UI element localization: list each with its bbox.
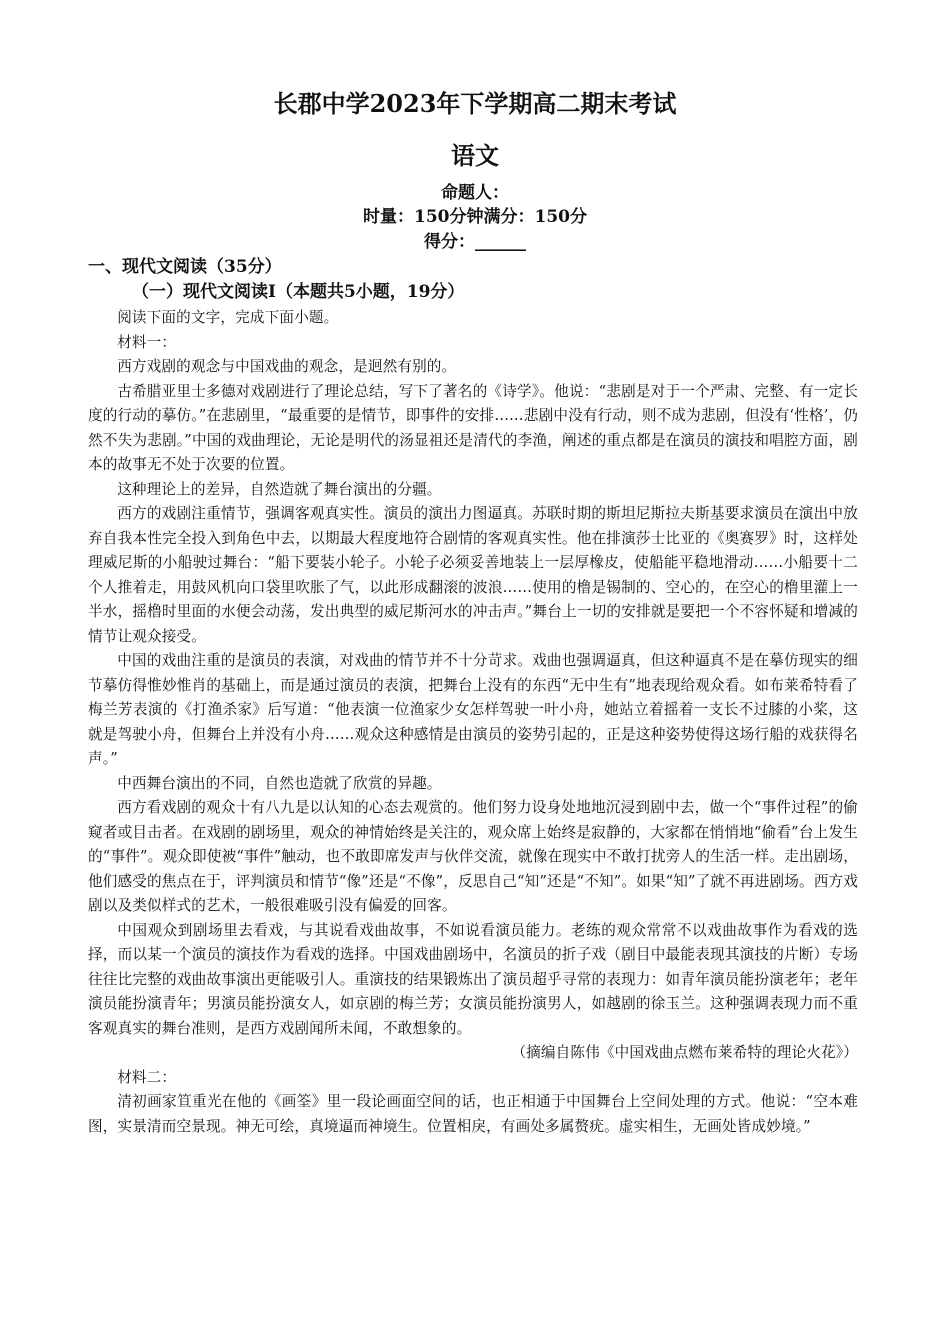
section-heading: 一、现代文阅读（35分） [88, 257, 282, 277]
time-score-line: 时量：150分钟满分：150分 [363, 207, 587, 227]
paragraph: 西方戏剧的观念与中国戏曲的观念，是迥然有别的。 [117, 358, 457, 375]
source-citation: （摘编自陈伟《中国戏曲点燃布莱希特的理论火花》） [511, 1044, 858, 1061]
paragraph: 材料二： [117, 1068, 177, 1086]
reading-text [88, 306, 858, 1139]
score-line: 得分：______ [424, 232, 526, 252]
paragraph: 中国观众到剧场里去看戏，与其说看戏曲故事，不如说看演员能力。老练的观众常常不以戏曲故事作为看戏的选择，而以某一个演员的演技作为看戏的选择。中国戏曲剧场中，名演员的折子戏（剧目中最能表现其演技的片断）专场往往比完整的戏曲故事演出更能吸引人。重演技的结果锻炼出了演员超乎寻常的表现力：如青年演员能扮演老年；老年演员能扮演青年；男演员能扮演女人，如京剧的梅兰芳；女演员能扮演男人，如越剧的徐玉兰。这种强调表现力而不重客观真实的舞台准则，是西方戏剧闻所未闻，不敢想象的。 [88, 921, 858, 1037]
paragraph: 中国的戏曲注重的是演员的表演，对戏曲的情节并不十分苛求。戏曲也强调逼真，但这种逼真不是在摹仿现实的细节摹仿得惟妙惟肖的基础上，而是通过演员的表演，把舞台上没有的东西“无中生有”地表现给观众看。如布莱希特看了梅兰芳表演的《打渔杀家》后写道：“他表演一位渔家少女怎样驾驶一叶小舟，她站立着摇着一支长不过膝的小桨，这就是驾驶小舟，但舞台上并没有小舟……观众这种感情是由演员的姿势引起的，正是这种姿势使得这场行船的戏获得名声。” [88, 652, 858, 767]
paragraph: 中西舞台演出的不同，自然也造就了欣赏的异趣。 [117, 774, 442, 792]
subject-title: 语文 [451, 141, 499, 170]
paragraph: 古希腊亚里士多德对戏剧进行了理论总结，写下了著名的《诗学》。他说：“悲剧是对于一个严肃、完整、有一定长度的行动的摹仿。”在悲剧里，“最重要的是情节，即事件的安排……悲剧中没有行动，则不成为悲剧，但没有‘性格’，仍然不失为悲剧。”中国的戏曲理论，无论是明代的汤显祖还是清代的李渔，阐述的重点都是在演员的演技和唱腔方面，剧本的故事无不处于次要的位置。 [88, 382, 858, 473]
paragraph: 阅读下面的文字，完成下面小题。 [117, 309, 339, 326]
paragraph: 材料一： [117, 333, 177, 351]
paragraph: 西方的戏剧注重情节，强调客观真实性。演员的演出力图逼真。苏联时期的斯坦尼斯拉夫斯基要求演员在演出中放弃自我本性完全投入到角色中去，以期最大程度地符合剧情的客观真实性。他在排演莎士比亚的《奥赛罗》时，这样处理威尼斯的小船驶过舞台：“船下要装小轮子。小轮子必须妥善地装上一层厚橡皮，使船能平稳地滑动……小船要十二个人推着走，用鼓风机向口袋里吹胀了气，以此形成翻滚的波浪……使用的橹是锡制的、空心的，在空心的橹里灌上一半水，摇橹时里面的水便会动荡，发出典型的威尼斯河水的冲击声。”舞台上一切的安排就是要把一个不容怀疑和增减的情节让观众接受。 [88, 505, 858, 645]
exam-title: 长郡中学2023年下学期高二期末考试 [273, 89, 677, 118]
paragraph: 清初画家笪重光在他的《画筌》里一段论画面空间的话，也正相通于中国舞台上空间处理的方式。他说：“空本难图，实景清而空景现。神无可绘，真境逼而神境生。位置相戾，有画处多属赘疣。虚实相生，无画处皆成妙境。” [88, 1093, 858, 1135]
paragraph: 西方看戏剧的观众十有八九是以认知的心态去观赏的。他们努力设身处地地沉浸到剧中去，做一个“事件过程”的偷窥者或目击者。在戏剧的剧场里，观众的神情始终是关注的，观众席上始终是寂静的，大家都在悄悄地“偷看”台上发生的“事件”。观众即使被“事件”触动，也不敢即席发声与伙伴交流，就像在现实中不敢打扰旁人的生活一样。走出剧场，他们感受的焦点在于，评判演员和情节“像”还是“不像”，反思自己“知”还是“不知”。如果“知”了就不再进剧场。西方戏剧以及类似样式的艺术，一般很难吸引没有偏爱的回客。 [88, 799, 858, 914]
subsection-heading: （一）现代文阅读Ⅰ（本题共5小题，19分） [132, 282, 465, 302]
author-line: 命题人： [441, 183, 509, 203]
paragraph: 这种理论上的差异，自然造就了舞台演出的分疆。 [117, 480, 442, 498]
